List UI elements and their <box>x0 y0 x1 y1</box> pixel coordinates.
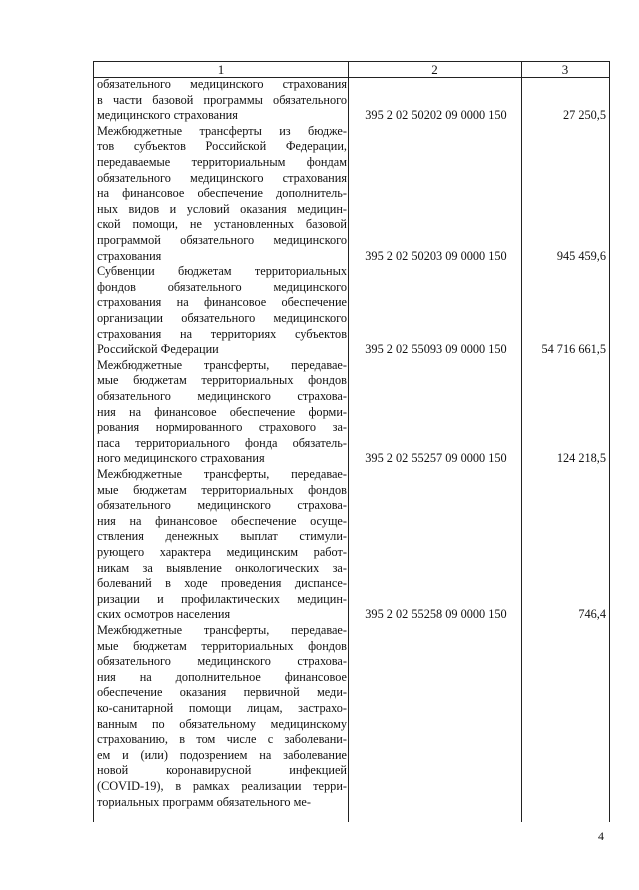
description-line: ния на финансовое обеспечение форми- <box>97 404 347 419</box>
description-line: ризации и профилактических медицин- <box>97 591 347 606</box>
description-line: паса территориального фонда обязатель- <box>97 435 347 450</box>
description-line: (COVID-19), в рамках реализации терри- <box>97 778 347 793</box>
description-line: Межбюджетные трансферты, передавае- <box>97 467 347 481</box>
description-line: мые бюджетам территориальных фондов <box>97 373 347 388</box>
budget-code: 395 2 02 55257 09 0000 150 <box>365 451 507 466</box>
description-line: Российской Федерации <box>97 342 219 357</box>
amount-value: 54 716 661,5 <box>541 342 606 357</box>
description-line: рующего характера медицинским работ- <box>97 544 347 559</box>
description-line: мые бюджетам территориальных фондов <box>97 482 347 497</box>
description-line: обязательного медицинского страхова- <box>97 654 347 669</box>
description-line: ской помощи, не установленных базовой <box>97 217 347 232</box>
description-line: обязательного медицинского страхова- <box>97 388 347 403</box>
amount-value: 945 459,6 <box>556 248 606 263</box>
page-number: 4 <box>598 829 604 843</box>
amount-value: 27 250,5 <box>562 108 606 123</box>
description-line: тов субъектов Российской Федерации, <box>97 139 347 154</box>
description-line: новой коронавирусной инфекцией <box>97 763 347 778</box>
description-line: организации обязательного медицинского <box>97 310 347 325</box>
description-line: ния на дополнительное финансовое <box>97 669 347 684</box>
description-line: рования нормированного страхового за- <box>97 420 347 435</box>
budget-table <box>93 61 610 822</box>
description-line: Межбюджетные трансферты из бюдже- <box>97 123 347 138</box>
row-description <box>97 358 347 467</box>
budget-code: 395 2 02 50202 09 0000 150 <box>365 108 507 123</box>
description-line: ствления денежных выплат стимули- <box>97 529 347 544</box>
header-col-1: 1 <box>217 62 225 77</box>
budget-code: 395 2 02 55093 09 0000 150 <box>365 342 507 357</box>
description-line: никам за выявление онкологических за- <box>97 560 347 575</box>
description-line: обязательного медицинского страхования <box>97 77 347 91</box>
description-line: ко-санитарной помощи лицам, застрахо- <box>97 700 347 715</box>
header-col-2: 2 <box>431 62 438 77</box>
row-description <box>97 623 347 810</box>
description-line: ем и (или) подозрением на заболевание <box>97 747 347 762</box>
header-col-3: 3 <box>561 62 569 77</box>
amount-value: 746,4 <box>578 607 606 622</box>
description-line: ториальных программ обязательного ме- <box>97 794 311 809</box>
description-line: болеваний в ходе проведения диспансе- <box>97 576 347 591</box>
description-line: программой обязательного медицинского <box>97 232 347 247</box>
description-line: обязательного медицинского страхования <box>97 170 347 185</box>
description-line: в части базовой программы обязательного <box>97 92 347 107</box>
description-line: фондов обязательного медицинского <box>97 279 347 294</box>
description-line: Межбюджетные трансферты, передавае- <box>97 357 347 372</box>
row-description <box>97 124 347 264</box>
description-line: ния на финансовое обеспечение осуще- <box>97 513 347 528</box>
description-line: на финансовое обеспечение дополнитель- <box>97 186 347 201</box>
description-line: обязательного медицинского страхова- <box>97 498 347 513</box>
description-line: страхованию, в том числе с заболевани- <box>97 732 347 747</box>
description-line: страхования на территориях субъектов <box>97 326 347 341</box>
amount-value: 124 218,5 <box>556 451 606 466</box>
budget-code: 395 2 02 50203 09 0000 150 <box>365 248 507 263</box>
description-line: ного медицинского страхования <box>97 451 265 466</box>
column-divider <box>521 62 522 822</box>
description-line: мые бюджетам территориальных фондов <box>97 638 347 653</box>
description-line: ванным по обязательному медицинскому <box>97 716 347 731</box>
table-header <box>94 62 609 78</box>
description-line: Субвенции бюджетам территориальных <box>97 264 347 279</box>
budget-code: 395 2 02 55258 09 0000 150 <box>365 607 507 622</box>
row-description <box>97 77 347 124</box>
description-line: передаваемые территориальным фондам <box>97 154 347 169</box>
description-line: Межбюджетные трансферты, передавае- <box>97 623 347 637</box>
description-line: ных видов и условий оказания медицин- <box>97 201 347 216</box>
row-description <box>97 467 347 623</box>
description-line: медицинского страхования <box>97 108 238 123</box>
description-line: страхования на финансовое обеспечение <box>97 295 347 310</box>
column-divider <box>348 62 349 822</box>
description-line: страхования <box>97 248 162 263</box>
row-description <box>97 264 347 358</box>
description-line: обеспечение оказания первичной меди- <box>97 685 347 700</box>
description-line: ских осмотров населения <box>97 607 231 622</box>
